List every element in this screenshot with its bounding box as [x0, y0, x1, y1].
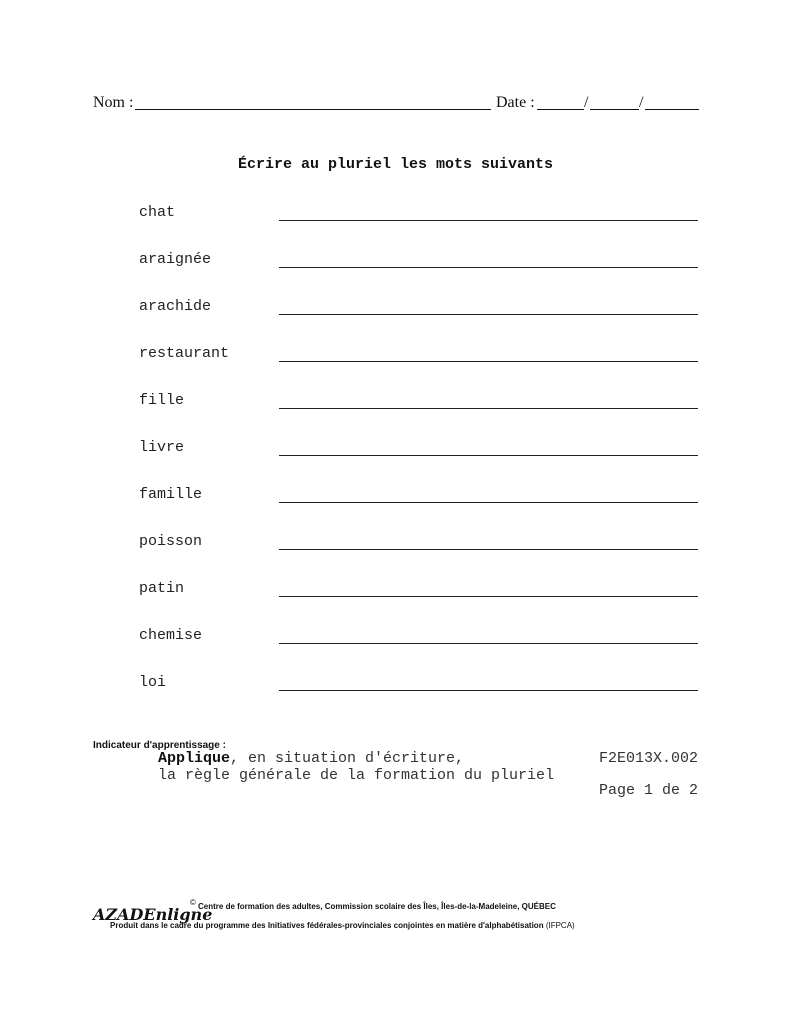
date-day-field[interactable] [537, 109, 584, 110]
word-row [139, 345, 699, 367]
answer-line[interactable] [279, 314, 698, 315]
answer-line[interactable] [279, 455, 698, 456]
name-field[interactable] [135, 109, 491, 110]
copyright-symbol: © [190, 898, 196, 907]
word-row [139, 204, 699, 226]
header-row [93, 94, 699, 114]
word-label: arachide [139, 298, 212, 315]
word-label: loi [139, 674, 167, 691]
date-month-field[interactable] [590, 109, 639, 110]
footer-program [110, 921, 575, 930]
footer-institution: Centre de formation des adultes, Commission scolaire des Îles, Îles-de-la-Madeleine, QUÉBEC [198, 902, 556, 911]
word-label: araignée [139, 251, 212, 268]
date-year-field[interactable] [645, 109, 699, 110]
page-number: Page 1 de 2 [598, 782, 698, 799]
name-label: Nom : [93, 94, 134, 111]
answer-line[interactable] [279, 596, 698, 597]
word-label: livre [139, 439, 185, 456]
answer-line[interactable] [279, 267, 698, 268]
answer-line[interactable] [279, 549, 698, 550]
document-code: F2E013X.002 [598, 750, 698, 767]
answer-line[interactable] [279, 643, 698, 644]
footer-program-acronym: (IFPCA) [543, 921, 575, 930]
word-row [139, 533, 699, 555]
word-row [139, 580, 699, 602]
word-label: chemise [139, 627, 203, 644]
indicator-text-line2: la règle générale de la formation du pluriel [158, 767, 555, 784]
answer-line[interactable] [279, 220, 698, 221]
indicator-verb: Applique [158, 750, 231, 767]
indicator-label: Indicateur d'apprentissage : [93, 740, 226, 751]
word-label: chat [139, 204, 176, 221]
footer-program-text: Produit dans le cadre du programme des Initiatives fédérales-provinciales conjointes en matière d'alphabétisation [110, 921, 544, 930]
word-label: famille [139, 486, 203, 503]
date-label: Date : [496, 94, 535, 111]
word-row [139, 674, 699, 696]
indicator-line1-rest: , en situation d'écriture, [230, 750, 465, 767]
indicator-text-line1 [158, 750, 464, 767]
azadenligne-logo: AZADEnligne [93, 905, 213, 924]
date-separator: / [584, 94, 589, 111]
answer-line[interactable] [279, 361, 698, 362]
word-row [139, 392, 699, 414]
word-row [139, 439, 699, 461]
word-row [139, 251, 699, 273]
word-label: restaurant [139, 345, 230, 362]
page-title: Écrire au pluriel les mots suivants [237, 156, 554, 173]
word-label: fille [139, 392, 185, 409]
word-row [139, 627, 699, 649]
word-row [139, 486, 699, 508]
word-label: poisson [139, 533, 203, 550]
answer-line[interactable] [279, 502, 698, 503]
word-label: patin [139, 580, 185, 597]
answer-line[interactable] [279, 408, 698, 409]
date-separator: / [639, 94, 644, 111]
word-row [139, 298, 699, 320]
answer-line[interactable] [279, 690, 698, 691]
